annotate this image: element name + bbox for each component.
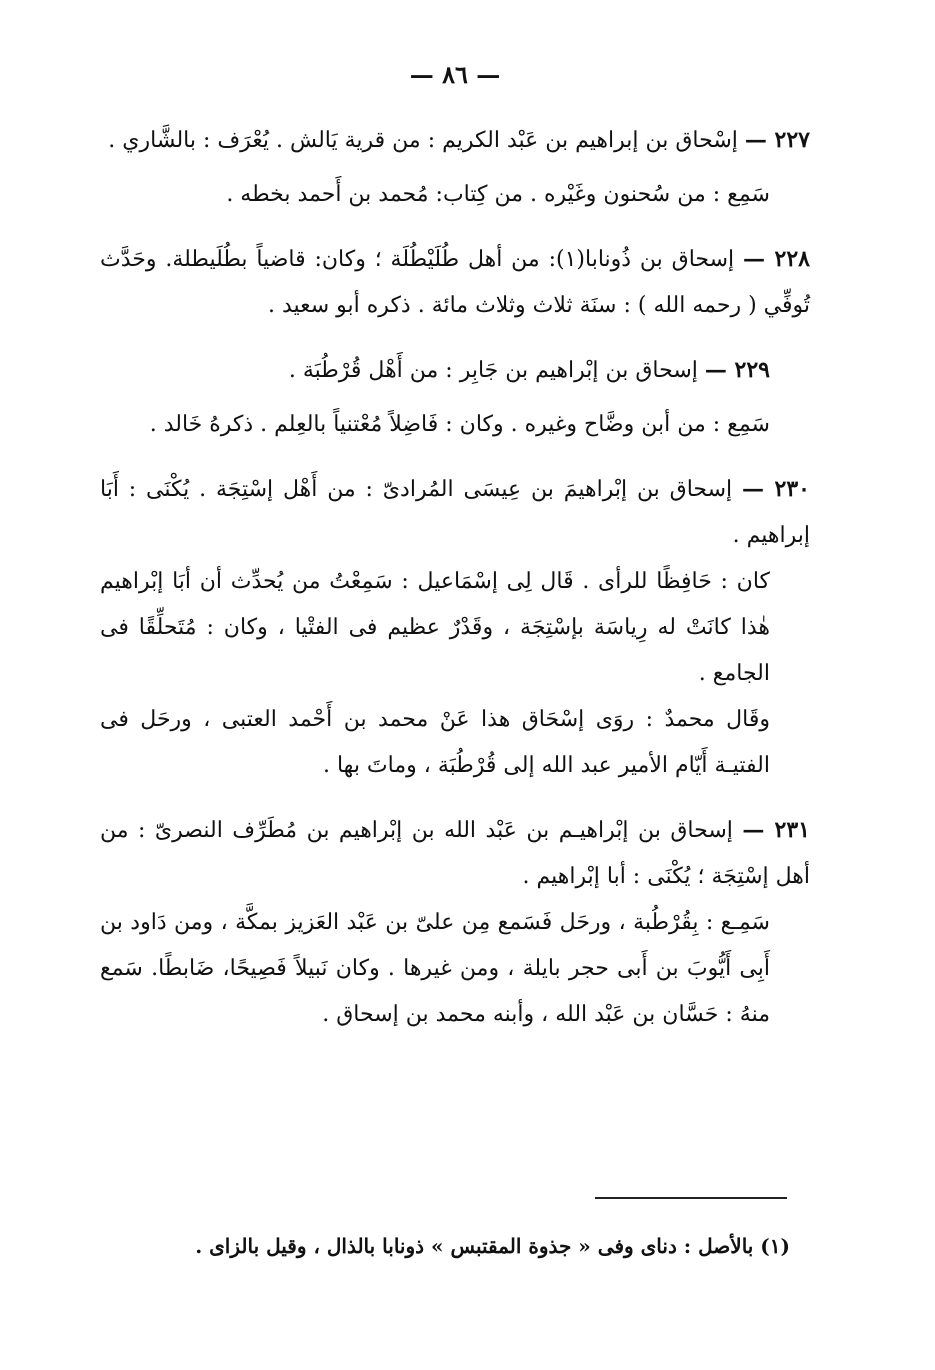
entry-text: إسْحاق بن إبراهيم بن عَبْد الكريم : من قرية يَالش . يُعْرَف : بالشَّاري .: [108, 128, 738, 153]
entry-230-qal: وقَال محمدٌ : روَى إسْحَاق هذا عَنْ محمد بن أَحْمد العتبى ، ورحَل فى الفتيـة أَيّام الأمير عبد الله إلى قُرْطُبَة ، وماتَ بها .: [100, 707, 770, 778]
entry-number: ٢٢٧ —: [744, 127, 810, 153]
entry-text: إسحاق بن إبْراهيمَ بن عِيسَى المُرادىّ : من أَهْل إسْتِجَة . يُكْنَى : أَبَا إبراهيم .: [100, 477, 810, 548]
entry-number: ٢٢٨ —: [743, 246, 810, 272]
entry-text: إسحاق بن ذُونابا(١): من أهل طُلَيْطُلَة ؛ وكان: قاضياً بطُلَيطلة. وحَدَّث تُوفِّي ( رحمه الله ) : سنَة ثلاث وثلاث مائة . ذكره أبو سعيد .: [100, 247, 810, 318]
entry-number: ٢٢٩ —: [704, 357, 770, 383]
page-number: — ٨٦ —: [409, 60, 501, 89]
entry-229-sama: سَمِع : من أبن وضَّاح وغيره . وكان : فَاضِلاً مُعْتنياً بالعِلم . ذكرهُ خَالد .: [149, 412, 770, 437]
entry-231: [100, 807, 810, 900]
entry-text: إسحاق بن إبْراهيـم بن عَبْد الله بن إبْراهيم بن مُطَرِّف النصرىّ : من أهل إسْتِجَة ؛ يُكْنَى : أبا إبْراهيم .: [100, 818, 810, 889]
entry-number: ٢٣١ —: [742, 817, 810, 843]
entry-227-sama: سَمِع : من سُحنون وغَيْره . من كِتاب: مُحمد بن أَحمد بخطه .: [226, 182, 770, 207]
entry-number: ٢٣٠ —: [742, 476, 810, 502]
entry-229: [100, 347, 810, 394]
entry-228: [100, 236, 810, 329]
footnote-separator: [595, 1197, 787, 1199]
footnote: (١) بالأصل : دناى وفى « جذوة المقتبس » ذونابا بالذال ، وقيل بالزاى .: [195, 1234, 790, 1258]
entry-227: [100, 117, 810, 164]
entry-230-kan: كان : حَافِظًا للرأى . قَال لِى إسْمَاعيل : سَمِعْتُ من يُحدِّث أن أبَا إبْراهيم هٰذا كانَتْ له رِياسَة بإسْتِجَة ، وقَدْرٌ عظيم فى الفتْيا ، وكان : مُتَحلِّقًا فى الجامع .: [100, 569, 770, 686]
entry-230: [100, 466, 810, 559]
entry-231-sama: سَمِـع : بِقُرْطُبة ، ورحَل فَسَمع مِن علىّ بن عَبْد العَزيز بمكَّة ، ومن دَاود بن أَبِى أَيُّوبَ بن أَبى حجر بايلة ، ومن غيرها . وكان نَبيلاً فَصِيحًا، ضَابطًا. سَمع منهُ : حَسَّان بن عَبْد الله ، وأبنه محمد بن إسحاق .: [100, 910, 770, 1027]
document-page: [100, 60, 810, 1038]
entry-text: إسحاق بن إبْراهيم بن جَابِر : من أَهْل قُرْطُبَة .: [288, 358, 698, 383]
